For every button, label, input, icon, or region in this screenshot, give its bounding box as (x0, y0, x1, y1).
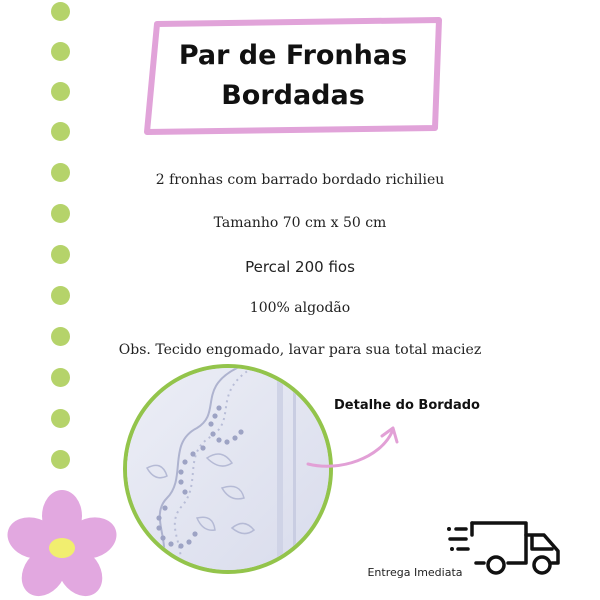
decorative-dot (51, 163, 70, 182)
title-line-2: Bordadas (221, 80, 365, 111)
photo-caption: Detalhe do Bordado (334, 398, 480, 413)
page-title (143, 36, 443, 116)
detail-material: 100% algodão (249, 300, 351, 316)
curved-arrow-icon (300, 418, 410, 478)
decorative-dot (51, 368, 70, 387)
detail-embroidery: 2 fronhas com barrado bordado richilieu (155, 172, 445, 188)
decorative-dot (51, 286, 70, 305)
decorative-dot (51, 42, 70, 61)
decorative-dot (51, 122, 70, 141)
embroidery-detail-image (127, 368, 329, 570)
decorative-dot (51, 204, 70, 223)
delivery-label: Entrega Imediata (367, 566, 463, 579)
decorative-dot (51, 409, 70, 428)
detail-size: Tamanho 70 cm x 50 cm (213, 215, 387, 231)
decorative-dot (51, 2, 70, 21)
title-line-1: Par de Fronhas (178, 40, 408, 71)
detail-thread-count: Percal 200 fios (245, 258, 355, 276)
flower-decoration (4, 490, 124, 600)
decorative-dot (51, 327, 70, 346)
decorative-dot (51, 450, 70, 469)
detail-care-note: Obs. Tecido engomado, lavar para sua total maciez (118, 342, 482, 358)
decorative-dot (51, 82, 70, 101)
title-frame (143, 14, 443, 136)
decorative-dot (51, 245, 70, 264)
